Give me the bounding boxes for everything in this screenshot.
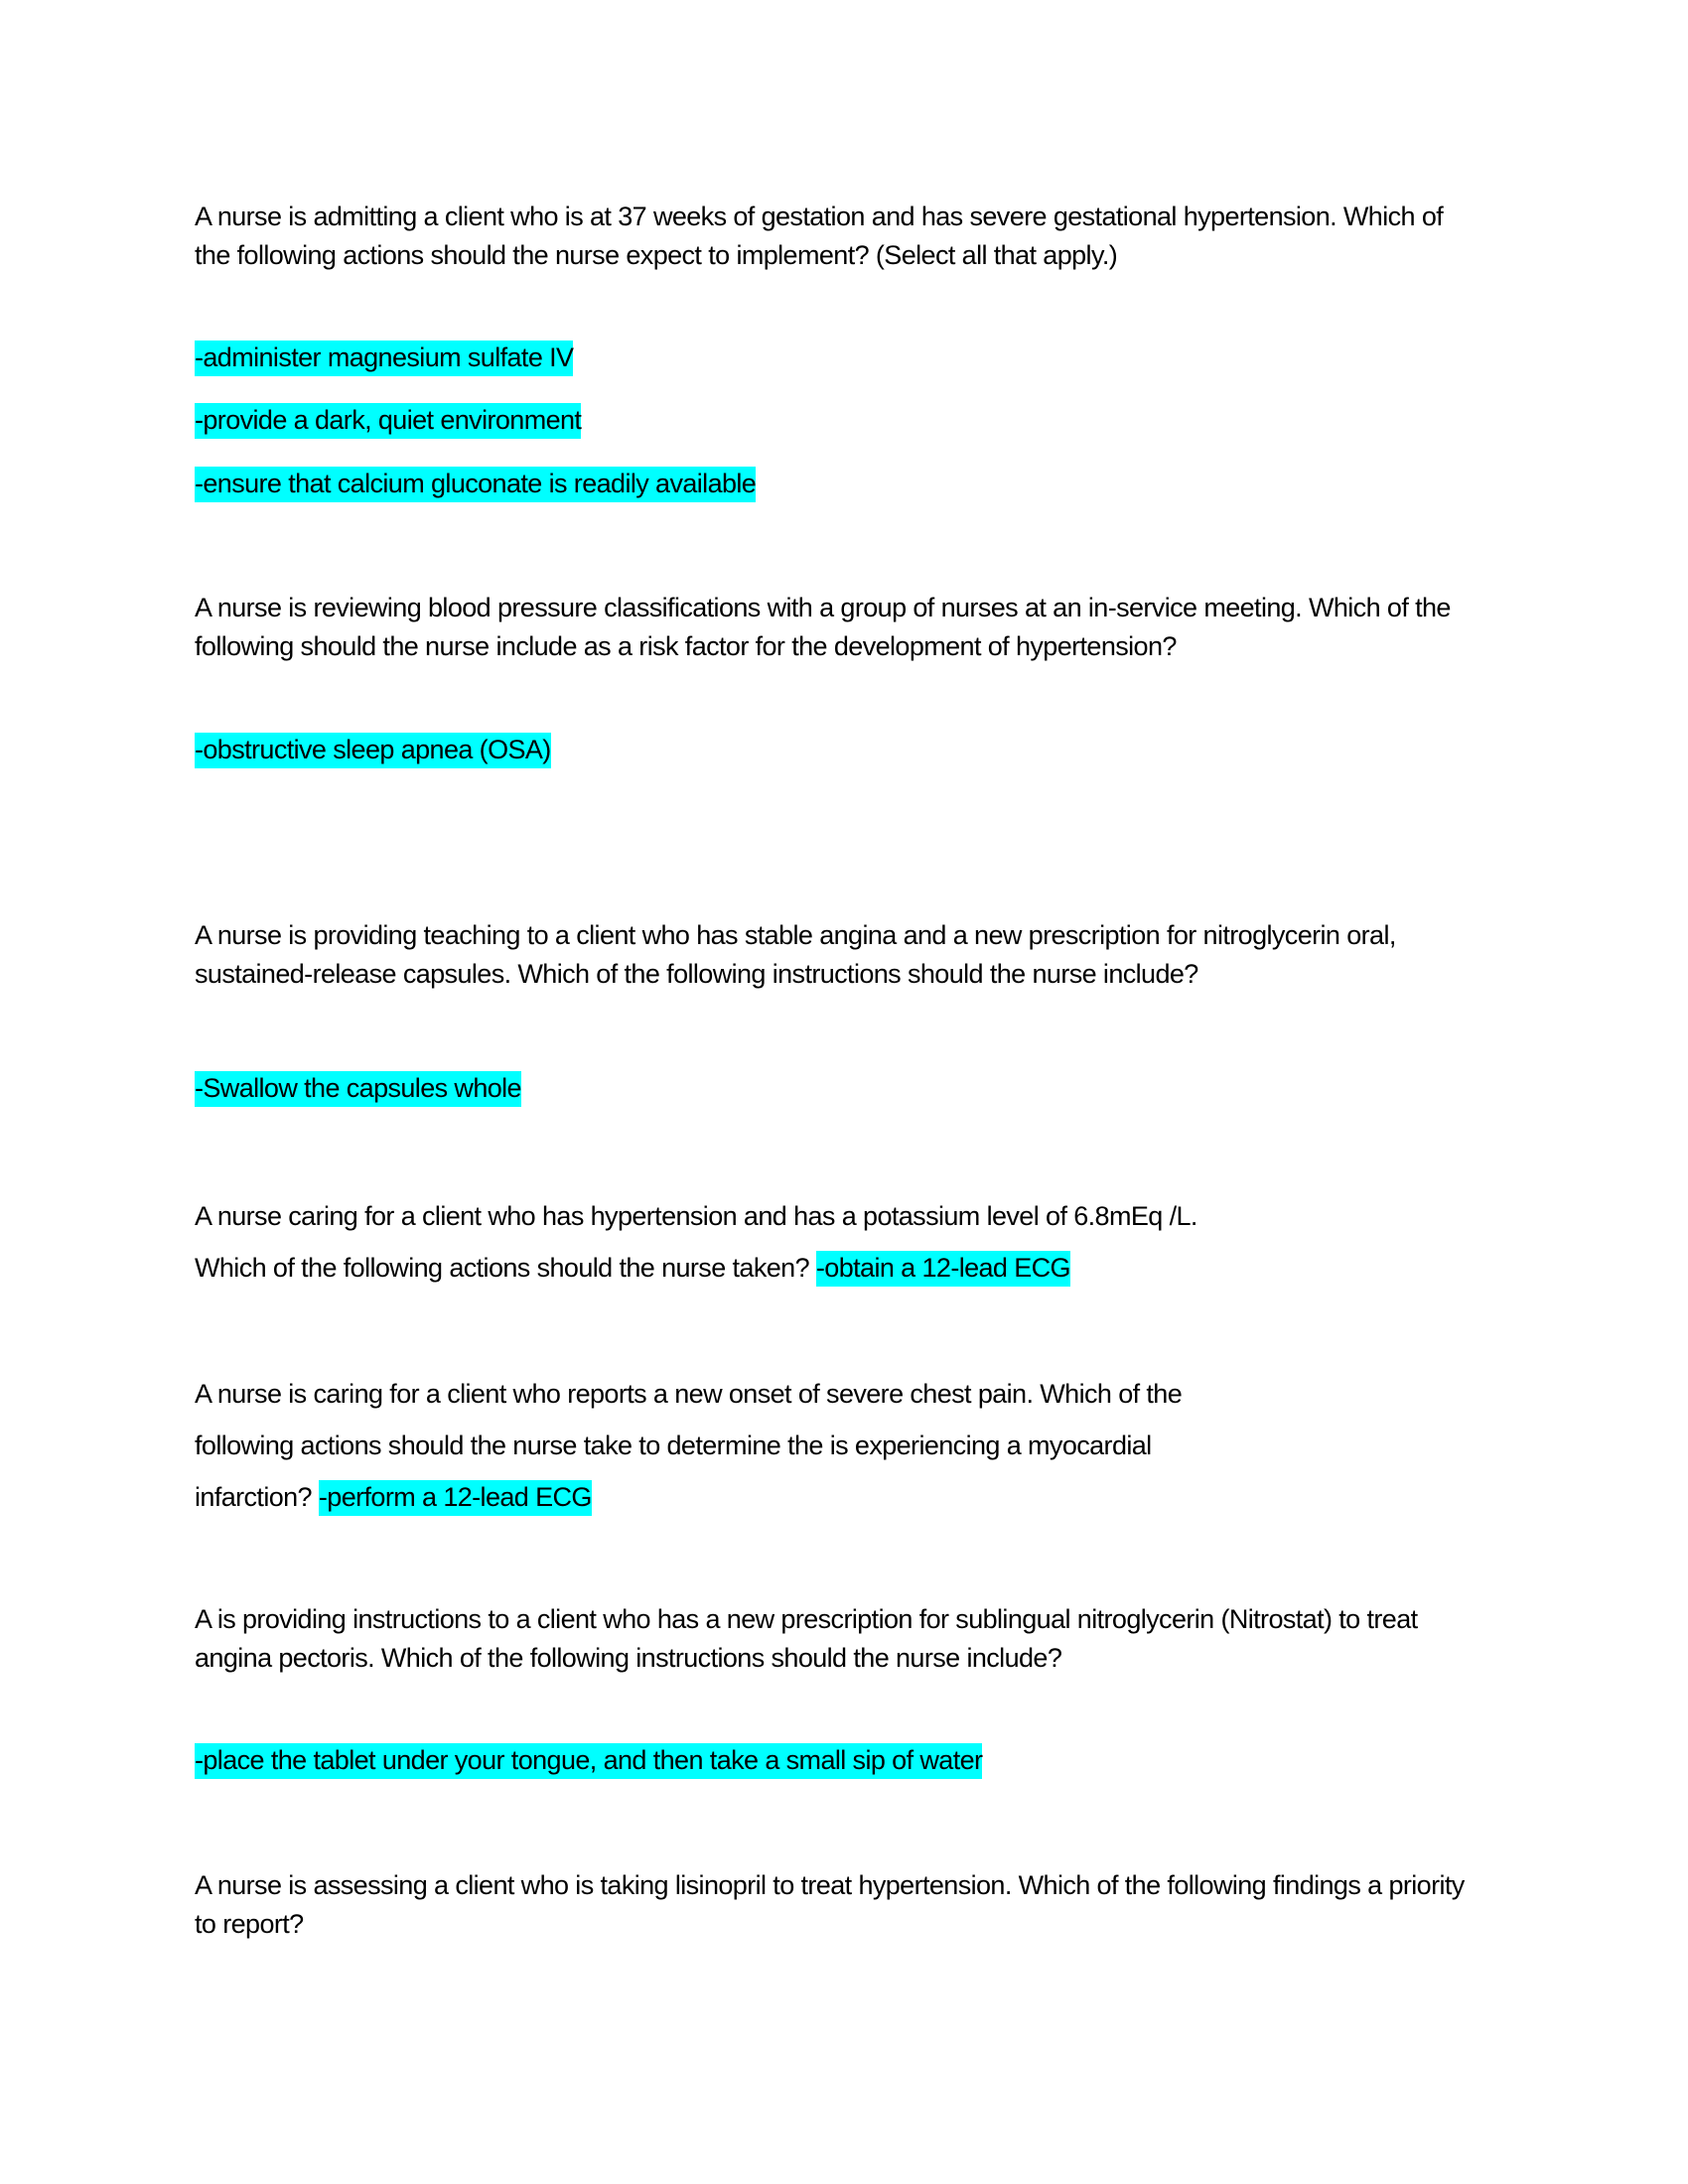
question-5 bbox=[195, 1368, 1485, 1523]
question-4 bbox=[195, 1190, 1485, 1294]
answer-2: -obstructive sleep apnea (OSA) bbox=[195, 733, 551, 768]
question-4-line-1: A nurse caring for a client who has hypertension and has a potassium level of 6.8mEq /L. bbox=[195, 1201, 1197, 1231]
answer-3: -Swallow the capsules whole bbox=[195, 1071, 521, 1107]
question-6: A is providing instructions to a client who has a new prescription for sublingual nitroglycerin (Nitrostat) to treat angina pectoris. Which of the following instructions should the nurse include? bbox=[195, 1604, 1418, 1673]
answer-6: -place the tablet under your tongue, and then take a small sip of water bbox=[195, 1743, 982, 1779]
answer-5: -perform a 12-lead ECG bbox=[319, 1480, 592, 1516]
question-5-line-2: following actions should the nurse take to determine the is experiencing a myocardial bbox=[195, 1431, 1152, 1460]
answer-1-2: -provide a dark, quiet environment bbox=[195, 403, 581, 439]
question-5-line-3: infarction? bbox=[195, 1482, 312, 1512]
question-1: A nurse is admitting a client who is at 37 weeks of gestation and has severe gestational hypertension. Which of the following actions should the nurse expect to implement? (Select all that apply.) bbox=[195, 202, 1444, 270]
question-5-line-1: A nurse is caring for a client who reports a new onset of severe chest pain. Which of the bbox=[195, 1379, 1183, 1409]
question-4-line-2: Which of the following actions should the nurse taken? bbox=[195, 1253, 809, 1283]
answer-1-3: -ensure that calcium gluconate is readily available bbox=[195, 467, 756, 502]
question-3: A nurse is providing teaching to a client who has stable angina and a new prescription for nitroglycerin oral, sustained-release capsules. Which of the following instructions should the nurse include? bbox=[195, 920, 1396, 989]
question-2: A nurse is reviewing blood pressure classifications with a group of nurses at an in-service meeting. Which of the following should the nurse include as a risk factor for the development of hypertension? bbox=[195, 593, 1451, 661]
answer-4: -obtain a 12-lead ECG bbox=[816, 1251, 1070, 1287]
answer-1-1: -administer magnesium sulfate IV bbox=[195, 341, 573, 376]
question-7: A nurse is assessing a client who is taking lisinopril to treat hypertension. Which of the following findings a priority to report? bbox=[195, 1870, 1465, 1939]
